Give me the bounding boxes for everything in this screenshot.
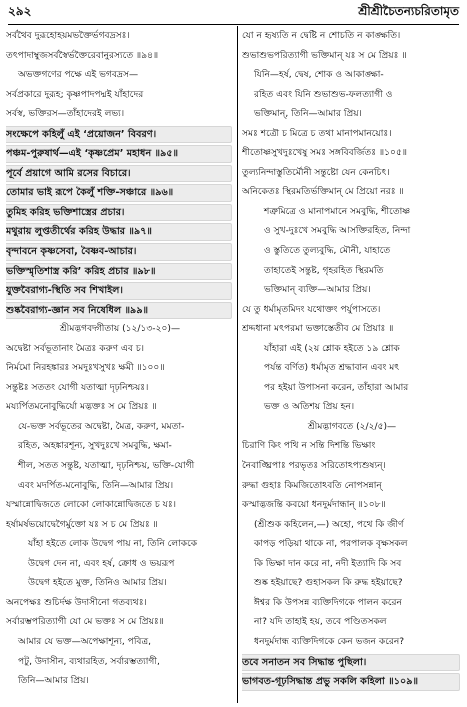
left-column-line: ময্যর্পিতমনোবুদ্ধির্যো মদ্ভক্তঃ স মে প্রিয়ঃ ॥ xyxy=(6,402,157,413)
page-header xyxy=(8,3,459,23)
right-column-line: ভক্তিমান্ ব্যক্তি—আমার প্রিয়। xyxy=(264,285,371,296)
right-column-line: শুভাশুভপরিত্যাগী ভক্তিমান্ যঃ স মে প্রিয়ঃ ॥ xyxy=(242,50,407,61)
left-column-line: তুমিহ করিহ ভক্তিশাস্ত্রের প্রচার। xyxy=(6,203,234,223)
left-column-line: শ্রীমদ্ভগবদ্গীতায় (১২/১৩-২০)— xyxy=(59,324,181,335)
right-column-line: চিরাণি কিং পথি ন সন্তি দিশন্তি ভিক্ষাং xyxy=(242,441,376,452)
left-column-line: যাঁহা হইতে লোক উদ্বেগ পায় না, তিনি লোককে xyxy=(28,539,198,550)
left-column-line: মথুরায় লুপ্ততীর্থের করিহ উদ্ধার ॥৯৭॥ xyxy=(6,222,234,242)
right-column-line: না? যদি তাহাই হয়, তবে পণ্ডিতসকল xyxy=(254,617,387,628)
right-column-line: ও সুখ-দুঃখে সমবুদ্ধি আসক্তিরহিত, নিন্দা xyxy=(264,226,411,237)
left-column-line: পঞ্চম-পুরুষার্থ—এই ‘কৃষ্ণপ্রেম’ মহাধন ॥৯৫॥ xyxy=(6,144,234,164)
right-column-line: পর হইয়া উপাসনা করেন, তাঁহারা আমার xyxy=(264,382,409,393)
right-column-line: যাঁহারা এই (২য় শ্লোক হইতে ১৯ শ্লোক xyxy=(264,343,400,354)
left-column-line: উদ্বেগ দেন না, এবং হর্ষ, ক্রোধ ও ভয়রূপ xyxy=(28,558,175,569)
left-column-line: বৃন্দাবনে কৃষ্ণসেবা, বৈষ্ণব-আচার। xyxy=(6,242,234,262)
right-column xyxy=(242,27,462,692)
right-column-line: যে তু ধর্মামৃতমিদং যথোক্তং পর্যুপাসতে। xyxy=(242,304,381,315)
left-column-line: তিনি—আমার প্রিয়। xyxy=(18,676,89,687)
left-column-line: সংক্ষেপে কহিলুঁ এই ‘প্রয়োজন’ বিবরণ। xyxy=(6,125,234,145)
running-title: শ্রীশ্রীচৈতন্যচরিতামৃত xyxy=(358,4,459,18)
left-column-line: অভক্তগণের পক্ষে এই ভগবদ্রস— xyxy=(18,70,139,81)
right-column-line: ও স্তুতিতে তুল্যবুদ্ধি, মৌনী, যাহাতে xyxy=(264,246,391,257)
left-column-line: তোমার ভাই রূপে কৈলুঁ শক্তি-সঞ্চারে ॥৯৬॥ xyxy=(6,183,234,203)
right-column-line: নৈবাঙ্ঘ্রিপাঃ পরভৃতঃ সরিতোঽপ্যশুষ্যন্। xyxy=(242,461,386,472)
right-column-line: ধনদুর্মদান্ধ ব্যক্তিদিগকে কেন ভজন করেন? xyxy=(254,636,405,647)
left-column-line: সন্তুষ্টঃ সততং যোগী যতাত্মা দৃঢ়নিশ্চয়ঃ। xyxy=(6,382,149,393)
right-column-line: শত্রুমিত্রে ও মানাপমানে সমবুদ্ধি, শীতোষ্ণ xyxy=(264,206,411,217)
left-column-line: পূর্বে প্রয়াগে আমি রসের বিচারে। xyxy=(6,164,234,184)
right-column-line: যো ন হৃষ্যতি ন দ্বেষ্টি ন শোচতি ন কাঙ্ক্ষতি। xyxy=(242,31,401,41)
right-column-line: শীতোষ্ণসুখদুঃখেষু সমঃ সঙ্গবিবর্জিতঃ ॥১০৫॥ xyxy=(242,148,407,159)
left-column-line: সর্বথৈব দুরূহোহয়মভক্তৈর্ভগবদ্রসঃ। xyxy=(6,31,130,41)
right-column-line: অনিকেতঃ স্থিরমতির্ভক্তিমান্ মে প্রিয়ো নরঃ ॥ xyxy=(242,187,404,198)
right-column-line: তুল্যনিন্দাস্তুতির্মৌনী সন্তুষ্টো যেন কেনচিৎ। xyxy=(242,167,390,178)
page-number: ২৯২ xyxy=(8,4,32,18)
left-column-line: সর্বস্ব, ভক্তিরস—তাঁহাদেরই লভ্য। xyxy=(6,109,125,120)
left-column-line: অদ্বেষ্টা সর্বভূতানাং মৈত্রঃ করুণ এব চ। xyxy=(6,343,144,354)
left-column-line: আমার যে ভক্ত—অপেক্ষাশূন্য, পবিত্র, xyxy=(18,636,152,647)
left-column-line: পটু, উদাসীন, ব্যথারহিত, সর্বারম্ভত্যাগী, xyxy=(18,656,160,667)
header-rule xyxy=(8,24,459,25)
left-column-line: যে-ভক্ত সর্বভূতের অদ্বেষ্টা, মৈত্র, করুণ, মমতা- xyxy=(18,421,185,432)
left-column-line: যুক্তবৈরাগ্য-স্থিতি সব শিখাইল। xyxy=(6,281,234,301)
right-column-line: পর্যন্ত বর্ণিত) ধর্মামৃত শ্রদ্ধাবান এবং মৎ xyxy=(264,363,400,374)
column-divider xyxy=(237,26,238,703)
left-column-line: অনপেক্ষঃ শুচির্দক্ষ উদাসীনো গতব্যথঃ। xyxy=(6,597,147,608)
right-column-line: কাপড় পড়িয়া থাকে না, পরপালক বৃক্ষসকল xyxy=(254,539,408,550)
right-column-line: (শ্রীশুক কহিলেন,—) অহো, পথে কি জীর্ণ xyxy=(254,519,404,530)
left-column-line: হর্ষামর্ষভয়োদ্বেগৈর্মুক্তো যঃ স চ মে প্রিয়ঃ ॥ xyxy=(6,519,158,530)
left-column xyxy=(6,27,234,692)
left-column-line: সর্বারম্ভপরিত্যাগী যো মে ভক্তঃ স মে প্রিয়ঃ॥ xyxy=(6,617,164,628)
left-column-line: নির্মমো নিরহঙ্কারঃ সমদুঃখসুখঃ ক্ষমী ॥১০০॥ xyxy=(6,363,165,374)
left-column-line: শীল, সতত সন্তুষ্ট, যতাত্মা, দৃঢ়নিশ্চয়, ভক্তি-যোগী xyxy=(18,461,195,472)
left-column-line: তৎপাদাম্বুজসর্বস্বৈর্ভক্তৈরেবানুরস্যতে ॥৯৪॥ xyxy=(6,50,159,61)
right-column-line: ঈশ্বর কি উপসন্ন ব্যক্তিদিগকে পালন করেন xyxy=(254,597,402,608)
right-column-line: কস্মাদ্ভজন্তি কবয়ো ধনদুর্মদান্ধান্ ॥১০৮॥ xyxy=(242,500,386,511)
left-column-line: সর্বপ্রকারে দুরূহ; কৃষ্ণপাদপদ্মই যাঁহাদের xyxy=(6,89,144,100)
right-column-line: শ্রদ্দধানা মৎপরমা ভক্তাস্তেতীব মে প্রিয়াঃ ॥ xyxy=(242,324,394,335)
left-column-line: এবং মদর্পিত-মনোবুদ্ধি, তিনি—আমার প্রিয়। xyxy=(18,480,174,491)
right-column-line: যিনি—হর্ষ, দ্বেষ, শোক ও আকাঙ্ক্ষা- xyxy=(254,70,384,81)
right-column-line: ভক্তিমান্, তিনি—আমার প্রিয়। xyxy=(254,109,362,120)
right-column-line: তাহাতেই সন্তুষ্ট, গৃহরহিত স্থিরমতি xyxy=(264,265,384,276)
right-column-line: শুষ্ক হইয়াছে? গুহাসকল কি রুদ্ধ হইয়াছে? xyxy=(254,578,403,589)
left-column-line: রহিত, অহঙ্কারশূন্য, সুখদুঃখে সমবুদ্ধি, ক্ষমা- xyxy=(18,441,172,452)
left-column-line: শুষ্কবৈরাগ্য-জ্ঞান সব নিষেধিল ॥৯৯॥ xyxy=(6,301,234,321)
left-column-line: উদ্বেগ হইতে মুক্ত, তিনিও আমার প্রিয়। xyxy=(28,578,167,589)
right-column-line: শ্রীমদ্ভাগবতে (২/২/৫)— xyxy=(307,421,397,432)
left-column-line: ভক্তিস্মৃতিশাস্ত্র করি’ করিহ প্রচার ॥৯৮॥ xyxy=(6,262,234,282)
right-column-line: রহিত এবং যিনি শুভাশুভ-ফলত্যাগী ও xyxy=(254,89,393,100)
right-column-line: ভাগবত-গূঢ়সিদ্ধান্ত প্রভু সকলি কহিলা ॥১০৯॥ xyxy=(242,672,462,692)
right-column-line: তবে সনাতন সব সিদ্ধান্ত পুছিলা। xyxy=(242,653,462,673)
left-column-line: যস্মান্নোদ্বিজতে লোকো লোকান্নোদ্বিজতে চ যঃ। xyxy=(6,500,176,511)
right-column-line: ভক্ত ও অতিশয় প্রিয় হন। xyxy=(264,402,355,413)
right-column-line: কি ভিক্ষা দান করে না, নদী ইত্যাদি কি সব xyxy=(254,558,402,569)
right-column-line: সমঃ শত্রৌ চ মিত্রে চ তথা মানাপমানয়োঃ। xyxy=(242,128,392,139)
right-column-line: রুদ্ধা গুহাঃ কিমজিতোঽবতি নোপসন্নান্ xyxy=(242,480,382,491)
